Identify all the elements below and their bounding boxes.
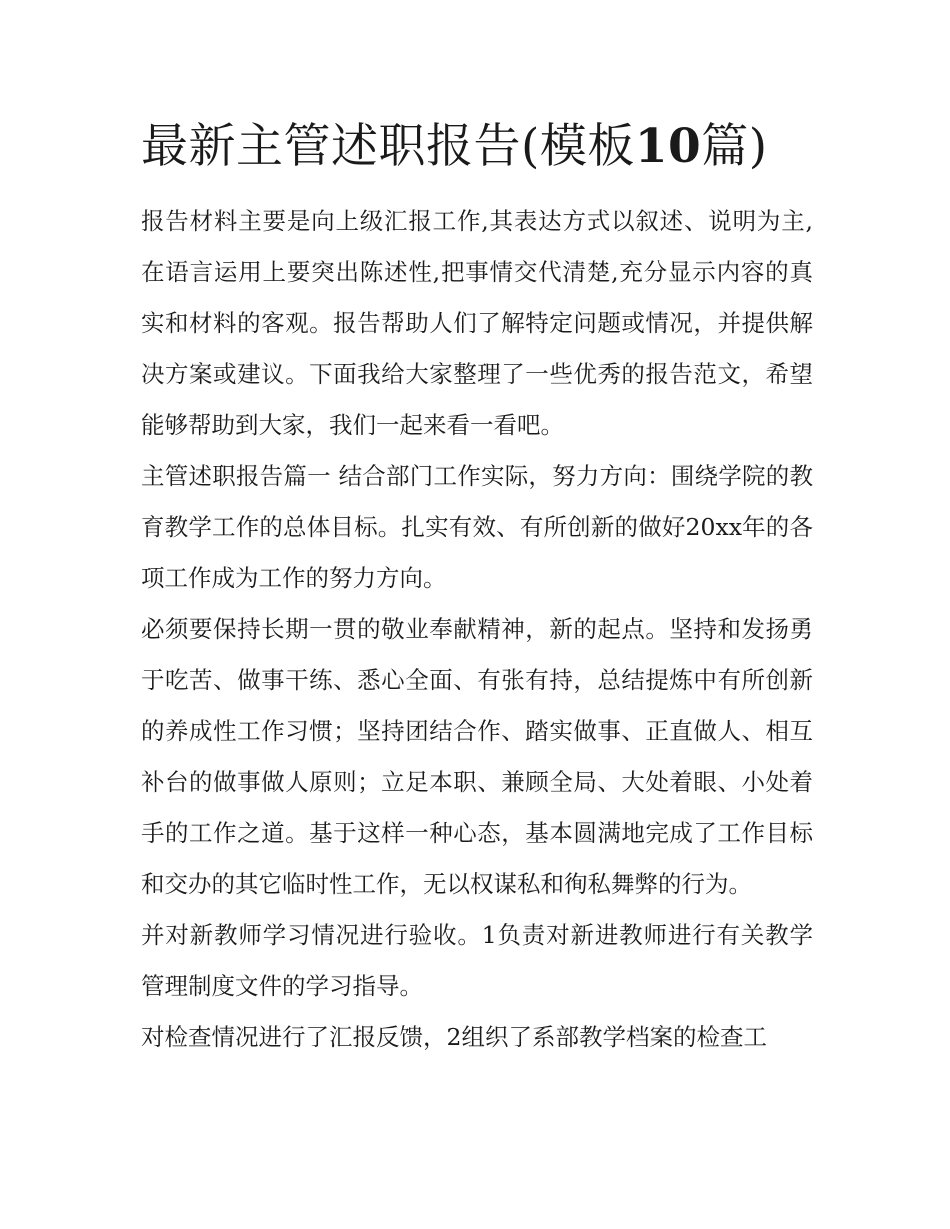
paragraph-new-teachers: 并对新教师学习情况进行验收。1负责对新进教师进行有关教学管理制度文件的学习指导。 xyxy=(141,921,813,1000)
paragraph-section-one: 主管述职报告篇一 结合部门工作实际，努力方向：围绕学院的教育教学工作的总体目标。扎实有效、有所创新的做好20xx年的各项工作成为工作的努力方向。 xyxy=(141,462,813,592)
document-page xyxy=(141,112,813,1063)
document-title xyxy=(141,112,813,182)
title-prefix: 最新主管述职报告(模板 xyxy=(141,119,635,174)
paragraph-work-spirit: 必须要保持长期一贯的敬业奉献精神，新的起点。坚持和发扬勇于吃苦、做事干练、悉心全面、有张有持，总结提炼中有所创新的养成性工作习惯；坚持团结合作、踏实做事、正直做人、相互补台的做事做人原则；立足本职、兼顾全局、大处着眼、小处着手的工作之道。基于这样一种心态，基本圆满地完成了工作目标和交办的其它临时性工作，无以权谋私和徇私舞弊的行为。 xyxy=(141,615,813,898)
title-suffix: 篇) xyxy=(701,119,768,174)
paragraph-intro: 报告材料主要是向上级汇报工作,其表达方式以叙述、说明为主,在语言运用上要突出陈述性,把事情交代清楚,充分显示内容的真实和材料的客观。报告帮助人们了解特定问题或情况，并提供解决方案或建议。下面我给大家整理了一些优秀的报告范文，希望能够帮助到大家，我们一起来看一看吧。 xyxy=(141,207,813,439)
title-number: 10 xyxy=(634,119,702,174)
document-body xyxy=(141,196,813,1063)
paragraph-inspection: 对检查情况进行了汇报反馈，2组织了系部教学档案的检查工 xyxy=(141,1023,767,1051)
